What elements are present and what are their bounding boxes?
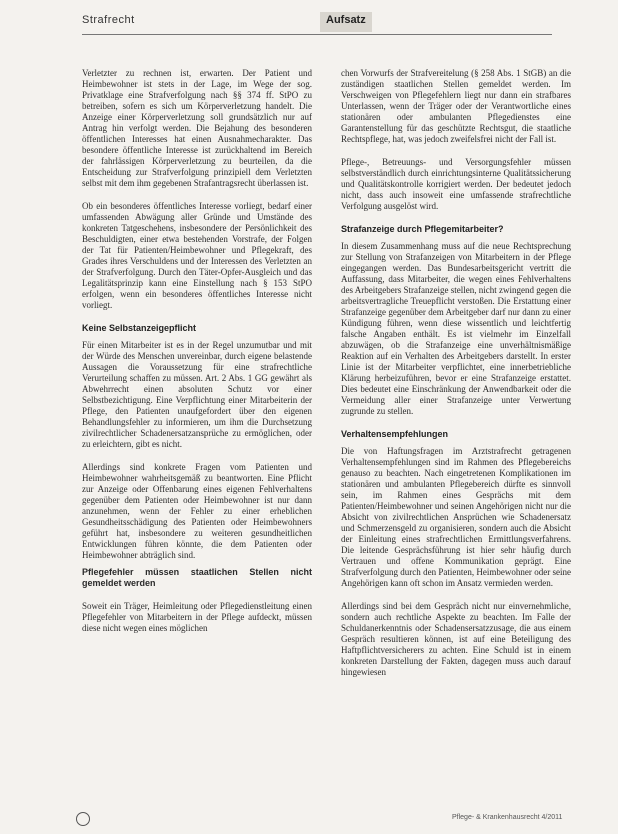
paragraph: Allerdings sind konkrete Fragen vom Patienten und Heimbewohner wahrheitsgemäß zu beantworten. Eine Pflicht zur Anzeige oder Offenbarung eines eigenen Fehlverhaltens gegenüber dem Patienten oder Heimbewohner ist nur dann anzunehmen, wenn der Fehler zu einer erheblichen Gesundheitsschädigung des Patienten oder Heimbewohners geführt hat, insbesondere zu weiteren gesundheitlichen Entwicklungen führen könnte, die dem Patienten oder Heimbewohner abträglich sind. xyxy=(82,462,312,560)
paragraph: Pflege-, Betreuungs- und Versorgungsfehler müssen selbstverständlich durch einrichtungsinterne Qualitätssicherung und Qualitätskontrolle korrigiert werden. Der bedeutet jedoch nicht, dass auch insoweit eine umfassende strafrechtliche Verfolgung ausgelöst wird. xyxy=(341,157,571,211)
article-type-badge: Aufsatz xyxy=(320,12,372,32)
page-header xyxy=(82,12,552,35)
left-column xyxy=(82,68,312,646)
paragraph: Soweit ein Träger, Heimleitung oder Pflegedienstleitung einen Pflegefehler von Mitarbeitern in der Pflege aufdeckt, müssen diese nicht wegen eines möglichen xyxy=(82,601,312,633)
paragraph: Allerdings sind bei dem Gespräch nicht nur einvernehmliche, sondern auch rechtliche Aspekte zu beachten. Im Falle der Schuldanerkenntnis oder Schadensersatzzusage, die aus einem Gespräch resultieren können, ist auf eine Beteiligung des Haftpflichtversicherers zu achten. Eine Schuld ist in einem konkreten Darstellung der Fakten, dagegen muss auch darauf hingewiesen xyxy=(341,601,571,677)
paragraph: chen Vorwurfs der Strafvereitelung (§ 258 Abs. 1 StGB) an die zuständigen staatlichen Stellen gemeldet werden. Im Verschweigen von Pflegefehlern liegt nur dann ein strafbares Unterlassen, wenn der Träger oder der Verantwortliche eines stationären oder ambulanten Pflegedienstes eine Garantenstellung für das geschützte Rechtsgut, die staatliche Rechtspflege, hat, was jedoch zweifelsfrei nicht der Fall ist. xyxy=(341,68,571,144)
paragraph: In diesem Zusammenhang muss auf die neue Rechtsprechung zur Stellung von Strafanzeigen von Mitarbeitern in der Pflege eingegangen werden. Das Bundesarbeitsgericht vertritt die Auffassung, dass Mitarbeiter, die wegen eines Fehlverhaltens des Arbeitgebers Strafanzeige stellen, nicht zwingend gegen die arbeitsvertragliche Treuepflicht verstoßen. Die Erstattung einer Strafanzeige gegenüber dem Arbeitgeber darf nur dann zu einer Kündigung führen, wenn diese wissentlich und leichtfertig falsche Angaben enthält. Es ist vielmehr im Einzelfall abzuwägen, ob die Strafanzeige eine unverhältnismäßige Reaktion auf ein Verhalten des Arbeitgebers darstellt. In erster Linie ist der Mitarbeiter verpflichtet, eine innerbetriebliche Klärung herbeizuführen, bevor er eine Strafanzeige erstattet. Dies bedeutet eine Einschränkung der Anwendbarkeit oder die Vermeidung aller einer Strafanzeige unter Verwertung zugrunde zu stellen. xyxy=(341,241,571,416)
paragraph: Verletzter zu rechnen ist, erwarten. Der Patient und Heimbewohner ist stets in der Lage, im Wege der sog. Privatklage eine Strafverfolgung nach §§ 374 ff. StPO zu betreiben, sofern es sich um Körperverletzung handelt. Die Anzeige einer Körperverletzung soll grundsätzlich nur auf Antrag hin verfolgt werden. Die Bejahung des besonderen öffentlichen Interesses hat einen Ausnahmecharakter. Das besondere öffentliche Interesse ist zurückhaltend im Bereich der fahrlässigen Körperverletzung zu beurteilen, da die Entscheidung zur Strafverfolgung prinzipiell dem Verletzten selbst mit dem ihm gegebenen Strafantragsrecht überlassen ist. xyxy=(82,68,312,188)
footer-journal: Pflege- & Krankenhausrecht 4/2011 xyxy=(452,814,563,821)
paragraph: Für einen Mitarbeiter ist es in der Regel unzumutbar und mit der Würde des Menschen unvereinbar, durch eigene belastende Aussagen die Voraussetzung für eine strafrechtliche Verurteilung schaffen zu müssen. Art. 2 Abs. 1 GG gewährt als Abwehrrecht einen absoluten Schutz vor einer Selbstbezichtigung. Eine Verpflichtung einer Mitarbeiterin der Pflege, den Patienten unaufgefordert über den eigenen Behandlungsfehler zu informieren, um ihm die Durchsetzung zivilrechtlicher Schadenersatzansprüche zu ermöglichen, oder zu erleichtern, gibt es nicht. xyxy=(82,340,312,449)
right-column xyxy=(341,68,571,690)
page-number-mark xyxy=(76,812,90,826)
paragraph: Ob ein besonderes öffentliches Interesse vorliegt, bedarf einer umfassenden Abwägung aller Gründe und Umstände des konkreten Tatgeschehens, insbesondere der Persönlichkeit des Beschuldigten, einer etwa bestehenden Vorstrafe, der Folgen der Tat für Patienten/Heimbewohner und Pflegekraft, des Grades ihres Verschuldens und der Interessen des Verletzten an der Strafverfolgung. Durch den Täter-Opfer-Ausgleich und das Legalitätsprinzip kann eine Einstellung nach § 153 StPO erfolgen, wenn ein besonderes öffentliches Interesse nicht vorliegt. xyxy=(82,201,312,310)
bold-lead-paragraph: Pflegefehler müssen staatlichen Stellen nicht gemeldet werden xyxy=(82,567,312,588)
section-heading: Verhaltensempfehlungen xyxy=(341,429,449,439)
paragraph: Die von Haftungsfragen im Arztstrafrecht getragenen Verhaltensempfehlungen sind im Rahmen des Pflegebereichs genauso zu beachten. Nach eingetretenen Komplikationen im stationären und ambulanten Pflegebereich dürfte es sinnvoll sein, im Rahmen eines Gesprächs mit dem Patienten/Heimbewohner und seinen Angehörigen nicht nur die Absicht von zivilrechtlichen Ansprüchen wie Schadenersatz und Schmerzensgeld zu organisieren, sondern auch die Absicht der Einleitung eines strafrechtlichen Ermittlungsverfahrens. Die leitende Gesprächsführung ist hier sehr häufig durch Vertrauen und offene Kommunikation geprägt. Eine Strafverfolgung durch den Patienten, Heimbewohner oder seine Angehörigen kann oft schon im Ansatz vermieden werden. xyxy=(341,446,571,588)
section-heading: Keine Selbstanzeigepflicht xyxy=(82,323,197,333)
section-title: Strafrecht xyxy=(82,14,135,26)
section-heading: Strafanzeige durch Pflegemitarbeiter? xyxy=(341,224,504,234)
